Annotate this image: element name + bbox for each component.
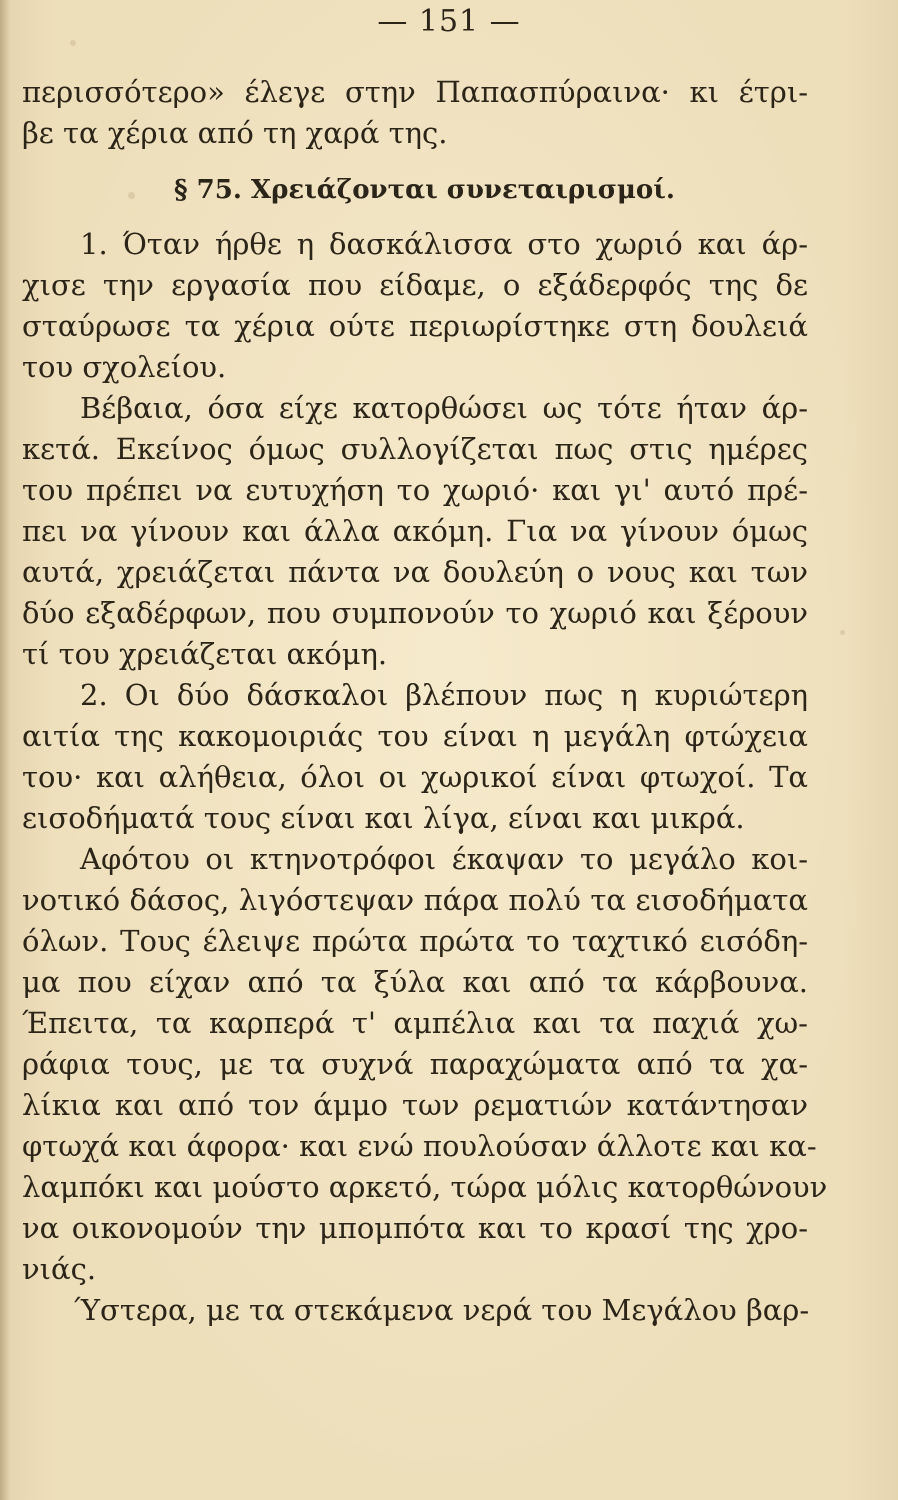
text-line: ράφια τους, με τα συχνά παραχώματα από τα χα- (22, 1047, 808, 1081)
page-text (22, 72, 828, 1331)
text-line: Έπειτα, τα καρπερά τ' αμπέλια και τα παχιά χω- (22, 1006, 808, 1040)
text-line: Αφότου οι κτηνοτρόφοι έκαψαν το μεγάλο κοι- (80, 842, 808, 876)
text-line: να οικονομούν την μπομπότα και το κρασί της χρο- (22, 1211, 808, 1245)
text-line: χισε την εργασία που είδαμε, ο εξάδερφός της δε (22, 268, 808, 302)
text-line: του πρέπει να ευτυχήση το χωριό· και γι' αυτό πρέ- (22, 473, 808, 507)
text-line: αυτά, χρειάζεται πάντα να δουλεύη ο νους και των (22, 555, 808, 589)
text-line: λαμπόκι και μούστο αρκετό, τώρα μόλις κατορθώνουν (22, 1170, 828, 1204)
text-line: κετά. Εκείνος όμως συλλογίζεται πως στις ημέρες (22, 432, 808, 466)
text-line: περισσότερο» έλεγε στην Παπασπύραινα· κι έτρι- (22, 75, 808, 109)
text-line: όλων. Τους έλειψε πρώτα πρώτα το ταχτικό εισόδη- (22, 924, 808, 958)
text-line: 1. Όταν ήρθε η δασκάλισσα στο χωριό και άρ- (80, 227, 808, 261)
text-line: βε τα χέρια από τη χαρά της. (22, 116, 448, 150)
text-line: πει να γίνουν και άλλα ακόμη. Για να γίνουν όμως (22, 514, 808, 548)
text-line: νοτικό δάσος, λιγόστεψαν πάρα πολύ τα εισοδήματα (22, 883, 808, 917)
text-line: λίκια και από τον άμμο των ρεματιών κατάντησαν (22, 1088, 808, 1122)
section-heading: § 75. Χρειάζονται συνεταιρισμοί. (174, 175, 675, 205)
paper-stain (70, 40, 76, 46)
text-line: Βέβαια, όσα είχε κατορθώσει ως τότε ήταν άρ- (80, 391, 808, 425)
text-line: Ύστερα, με τα στεκάμενα νερά του Μεγάλου βαρ- (74, 1293, 810, 1327)
text-line: δύο εξαδέρφων, που συμπονούν το χωριό και ξέρουν (22, 596, 808, 630)
text-line: του σχολείου. (22, 350, 227, 384)
text-line: του· και αλήθεια, όλοι οι χωρικοί είναι φτωχοί. Τα (22, 760, 808, 794)
text-line: εισοδήματά τους είναι και λίγα, είναι και μικρά. (22, 801, 745, 835)
text-line: 2. Οι δύο δάσκαλοι βλέπουν πως η κυριώτερη (80, 678, 808, 712)
text-line: μα που είχαν από τα ξύλα και από τα κάρβουνα. (22, 965, 808, 999)
text-line: νιάς. (22, 1252, 97, 1286)
text-line: σταύρωσε τα χέρια ούτε περιωρίστηκε στη δουλειά (22, 309, 808, 343)
paper-stain (840, 630, 845, 635)
text-line: αιτία της κακομοιριάς του είναι η μεγάλη φτώχεια (22, 719, 808, 753)
text-line: φτωχά και άφορα· και ενώ πουλούσαν άλλοτε και κα- (22, 1129, 817, 1163)
page-edge-shadow (0, 0, 10, 1500)
page-number: — 151 — (377, 4, 521, 39)
text-line: τί του χρειάζεται ακόμη. (22, 637, 388, 671)
